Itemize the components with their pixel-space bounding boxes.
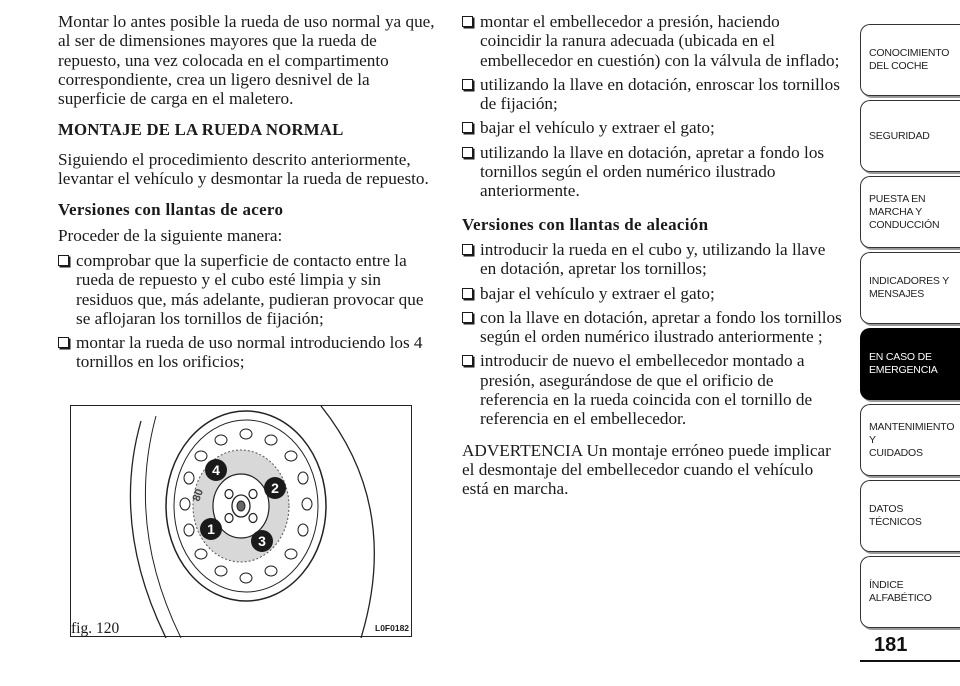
checkbox-bullet-icon xyxy=(462,355,473,366)
list-item: introducir la rueda en el cubo y, utilizando la llave en dotación, apretar los tornillos; xyxy=(462,240,844,279)
checkbox-bullet-icon xyxy=(58,337,69,348)
wheel-figure xyxy=(70,405,412,637)
checkbox-bullet-icon xyxy=(462,244,473,255)
page-number: 181 xyxy=(874,634,908,656)
tire-marking-label: 80 xyxy=(190,487,207,504)
checkbox-bullet-icon xyxy=(462,122,473,133)
checkbox-bullet-icon xyxy=(462,79,473,90)
proceed-paragraph: Proceder de la siguiente manera: xyxy=(58,225,283,245)
marker-1 xyxy=(200,518,222,540)
intro-paragraph: Montar lo antes posible la rueda de uso normal ya que, al ser de dimensiones mayores que la rueda de repuesto, una vez colocada en el compartimento correspondiente, crea un ligero desnivel de la superficie de carga en el maletero. xyxy=(58,12,435,109)
list-item: montar el embellecedor a presión, haciendo coincidir la ranura adecuada (ubicada en el embellecedor en cuestión) con la válvula de inflado; xyxy=(462,12,844,70)
section-tabs xyxy=(860,24,960,632)
tab-conocimiento[interactable]: CONOCIMIENTO DEL COCHE xyxy=(860,24,960,96)
left-column xyxy=(58,12,440,377)
tab-emergencia[interactable]: EN CASO DE EMERGENCIA xyxy=(860,328,960,400)
steel-steps-continued-list xyxy=(462,12,844,201)
steel-rims-heading: Versiones con llantas de acero xyxy=(58,200,284,220)
warning-paragraph: ADVERTENCIA Un montaje erróneo puede implicar el desmontaje del embellecedor cuando el vehículo está en marcha. xyxy=(462,440,831,499)
svg-text:4: 4 xyxy=(212,462,220,478)
tab-datos-tecnicos[interactable]: DATOS TÉCNICOS xyxy=(860,480,960,552)
checkbox-bullet-icon xyxy=(462,288,473,299)
section-heading: MONTAJE DE LA RUEDA NORMAL xyxy=(58,120,344,140)
tab-puesta-en-marcha[interactable]: PUESTA EN MARCHA Y CONDUCCIÓN xyxy=(860,176,960,248)
page-number-rule xyxy=(860,660,960,662)
checkbox-bullet-icon xyxy=(462,312,473,323)
marker-4 xyxy=(205,459,227,481)
list-item: bajar el vehículo y extraer el gato; xyxy=(462,284,844,303)
list-item: bajar el vehículo y extraer el gato; xyxy=(462,118,844,137)
list-item: con la llave en dotación, apretar a fondo los tornillos según el orden numérico ilustrado anteriormente ; xyxy=(462,308,844,347)
right-column xyxy=(462,12,844,511)
list-item: utilizando la llave en dotación, apretar a fondo los tornillos según el orden numérico ilustrado anteriormente. xyxy=(462,143,844,201)
procedure-paragraph: Siguiendo el procedimiento descrito anteriormente, levantar el vehículo y desmontar la rueda de repuesto. xyxy=(58,149,429,189)
alloy-steps-list xyxy=(462,240,844,429)
alloy-rims-heading: Versiones con llantas de aleación xyxy=(462,214,709,234)
checkbox-bullet-icon xyxy=(462,147,473,158)
svg-text:3: 3 xyxy=(258,533,266,549)
svg-text:1: 1 xyxy=(207,521,215,537)
figure-code: L0F0182 xyxy=(375,623,410,633)
checkbox-bullet-icon xyxy=(58,255,69,266)
tab-seguridad[interactable]: SEGURIDAD xyxy=(860,100,960,172)
svg-text:2: 2 xyxy=(271,480,279,496)
tab-indicadores[interactable]: INDICADORES Y MENSAJES xyxy=(860,252,960,324)
list-item: montar la rueda de uso normal introduciendo los 4 tornillos en los orificios; xyxy=(58,333,440,372)
list-item: comprobar que la superficie de contacto entre la rueda de repuesto y el cubo esté limpia y sin residuos que, más adelante, pudieran provocar que se aflojaran los tornillos de fijación; xyxy=(58,251,440,328)
steel-steps-list xyxy=(58,251,440,372)
list-item: introducir de nuevo el embellecedor montado a presión, asegurándose de que el orificio de referencia en la rueda coincida con el tornillo de referencia en el embellecedor. xyxy=(462,351,844,428)
figure-caption: fig. 120 xyxy=(71,620,120,637)
list-item: utilizando la llave en dotación, enroscar los tornillos de fijación; xyxy=(462,75,844,114)
tab-mantenimiento[interactable]: MANTENIMIENTO Y CUIDADOS xyxy=(860,404,960,476)
marker-2 xyxy=(264,477,286,499)
marker-3 xyxy=(251,530,273,552)
wheel-illustration xyxy=(71,406,413,638)
tab-indice[interactable]: ÍNDICE ALFABÉTICO xyxy=(860,556,960,628)
checkbox-bullet-icon xyxy=(462,16,473,27)
